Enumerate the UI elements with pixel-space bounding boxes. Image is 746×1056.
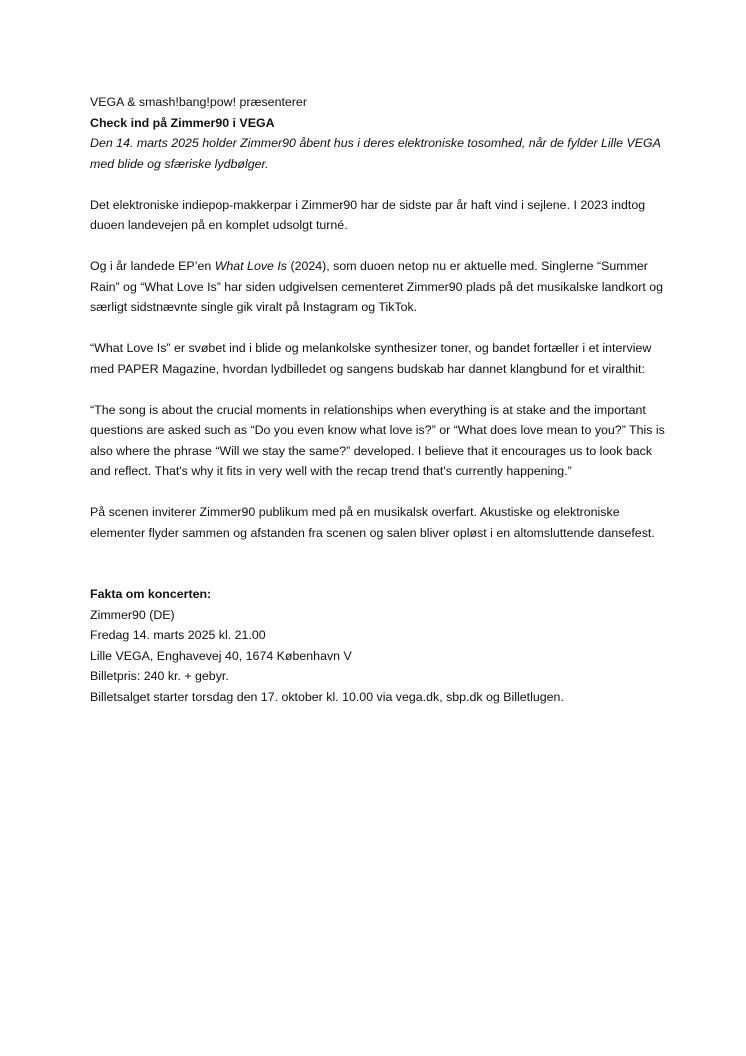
paragraph-ep-post: (2024), som duoen netop nu er aktuelle med. Singlerne “Summer Rain” og “What Love Is” har siden udgivelsen cementeret Zimmer90 plads på det musikalske landkort og særligt sidstnævnte single gik viralt på Instagram og TikTok. [90,259,664,314]
quote-paragraph: “The song is about the crucial moments in relationships when everything is at stake and the important questions are asked such as “Do you even know what love is?” or “What does love mean to you?” This is also where the phrase “Will we stay the same?” developed. I believe that it encourages us to look back and reflect. That's why it fits in very well with the recap trend that's currently happening.” [90,402,665,478]
paragraph-intro: Det elektroniske indiepop-makkerpar i Zimmer90 har de sidste par år haft vind i sejlene. I 2023 indtog duoen landevejen på en komplet udsolgt turné. [90,197,646,232]
facts-heading: Fakta om koncerten: [90,587,212,601]
spacer [90,174,665,195]
paragraph-stage: På scenen inviterer Zimmer90 publikum med på en musikalsk overfart. Akustiske og elektroniske elementer flyder sammen og afstanden fra scenen og salen bliver opløst i en altomsluttende dansefest. [90,505,655,540]
spacer [90,236,665,257]
fact-artist: Zimmer90 (DE) [90,607,175,622]
spacer [90,543,665,584]
fact-price: Billetpris: 240 kr. + gebyr. [90,669,229,683]
spacer [90,318,665,339]
paragraph-ep [90,256,665,318]
headline: Check ind på Zimmer90 i VEGA [90,115,275,130]
spacer [90,482,665,503]
paragraph-interview: “What Love Is” er svøbet ind i blide og melankolske synthesizer toner, og bandet fortæller i et interview med PAPER Magazine, hvordan lydbilledet og sangens budskab har dannet klangbund for et viralthit: [90,341,652,376]
paragraph-ep-pre: Og i år landede EP’en [90,259,215,273]
ep-title: What Love Is [214,259,287,273]
fact-venue: Lille VEGA, Enghavevej 40, 1674 København V [90,648,352,663]
fact-date: Fredag 14. marts 2025 kl. 21.00 [90,628,266,642]
fact-ticket-sale: Billetsalget starter torsdag den 17. oktober kl. 10.00 via vega.dk, sbp.dk og Billetlugen. [90,689,564,704]
spacer [90,379,665,400]
presenter-line: VEGA & smash!bang!pow! præsenterer [90,95,307,109]
press-release-body [90,92,665,707]
lead-paragraph: Den 14. marts 2025 holder Zimmer90 åbent hus i deres elektroniske tosomhed, når de fylder Lille VEGA med blide og sfæriske lydbølger. [90,136,661,171]
